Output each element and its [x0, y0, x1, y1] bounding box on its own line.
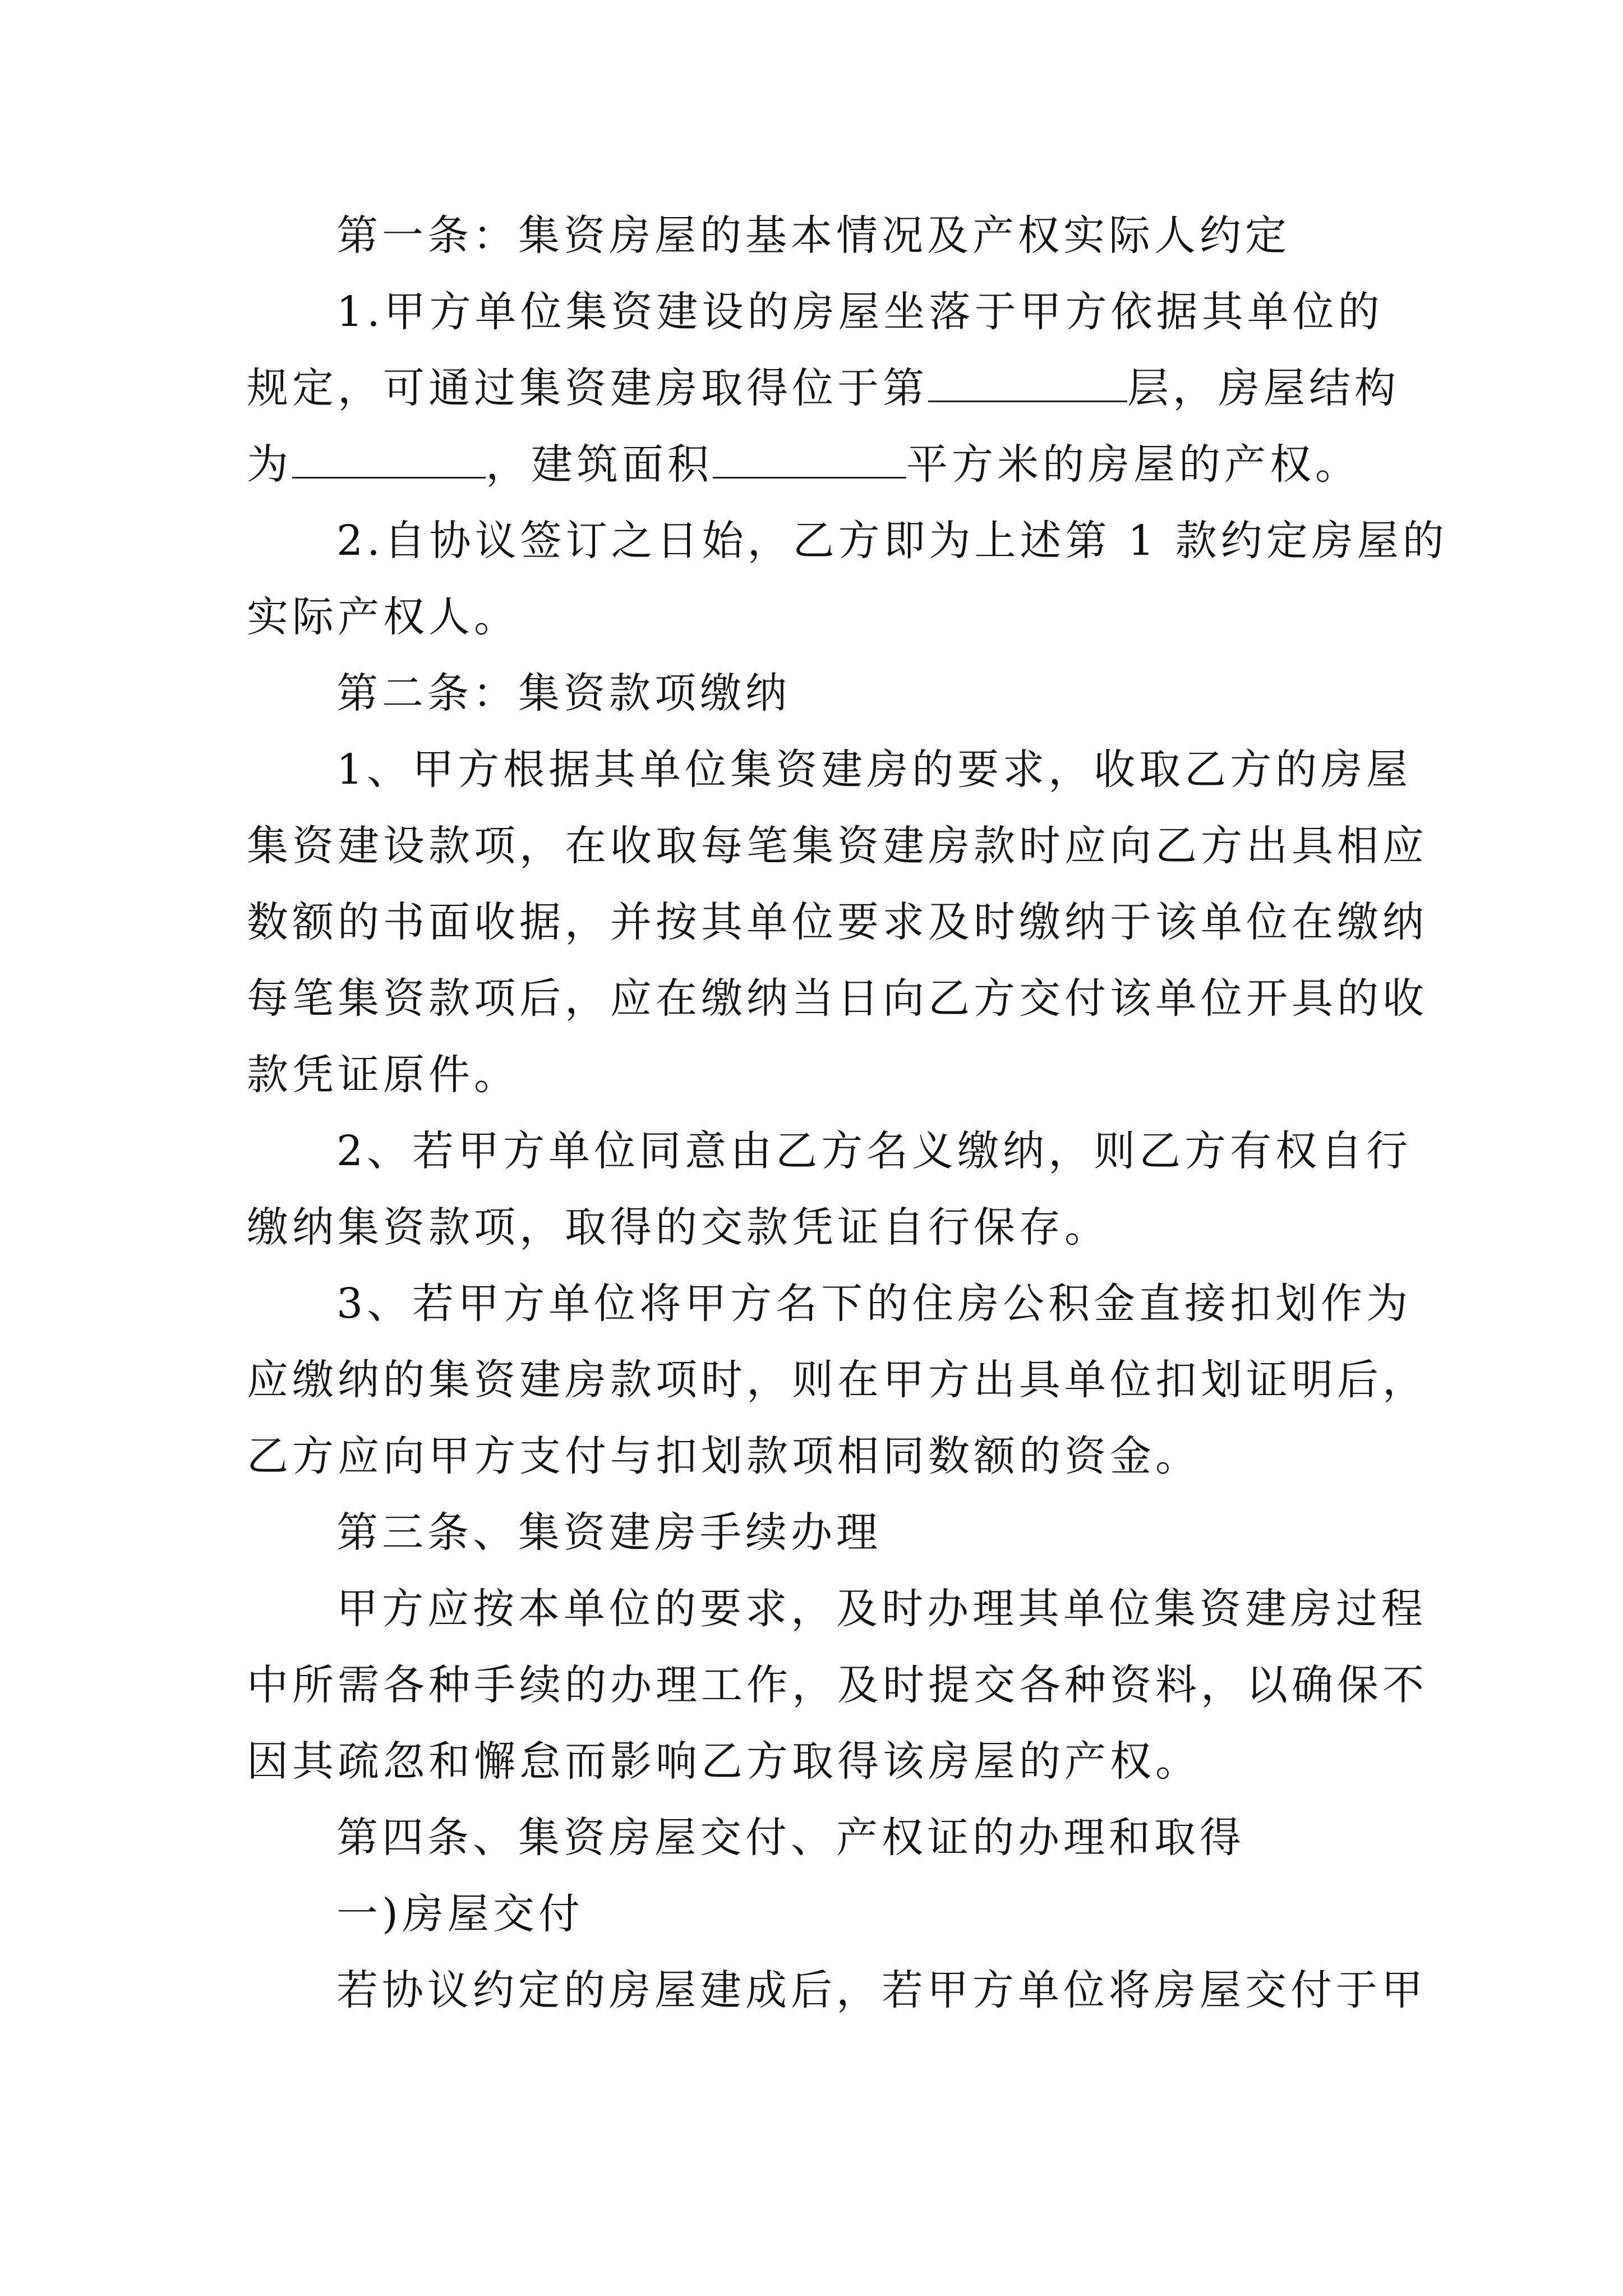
paragraph-line: [247, 1199, 1110, 1255]
article-1-heading: [336, 208, 1290, 264]
article-4-heading: [336, 1810, 1245, 1866]
paragraph-line: [247, 436, 1361, 493]
paragraph-line: [247, 1733, 1201, 1789]
paragraph-line: [247, 818, 1428, 874]
text-segment: ，建筑面积: [486, 440, 713, 489]
text-line: 缴纳集资款项，取得的交款凭证自行保存。: [247, 1203, 1110, 1251]
text-line: 应缴纳的集资建房款项时，则在甲方出具单位扣划证明后，: [247, 1356, 1428, 1404]
text-line: 2.自协议签订之日始，乙方即为上述第 1 款约定房屋的: [336, 517, 1448, 565]
text-line: 第四条、集资房屋交付、产权证的办理和取得: [336, 1814, 1245, 1862]
paragraph-line: [247, 970, 1428, 1027]
text-line: 因其疏忽和懈怠而影响乙方取得该房屋的产权。: [247, 1737, 1201, 1786]
area-blank: [713, 473, 906, 478]
paragraph-line: [336, 742, 1412, 798]
text-line: 乙方应向甲方支付与扣划款项相同数额的资金。: [247, 1432, 1201, 1480]
text-line: 一)房屋交付: [336, 1890, 584, 1938]
article-3-heading: [336, 1504, 882, 1561]
text-line: 中所需各种手续的办理工作，及时提交各种资料，以确保不: [247, 1661, 1428, 1709]
text-line: 第一条：集资房屋的基本情况及产权实际人约定: [336, 211, 1290, 260]
paragraph-line: [336, 1123, 1412, 1179]
text-line: 1.甲方单位集资建设的房屋坐落于甲方依据其单位的: [336, 288, 1384, 336]
paragraph-line: [336, 1962, 1427, 2018]
floor-blank: [928, 397, 1127, 402]
text-segment: 规定，可通过集资建房取得位于第: [247, 364, 928, 412]
paragraph-line: [247, 1352, 1428, 1408]
text-line: 集资建设款项，在收取每笔集资建房款时应向乙方出具相应: [247, 822, 1428, 870]
paragraph-line: [247, 894, 1428, 950]
section-heading: [336, 1886, 584, 1942]
paragraph-line: [247, 1657, 1428, 1713]
paragraph-line: [336, 1581, 1427, 1637]
text-line: 第三条、集资建房手续办理: [336, 1508, 882, 1557]
text-line: 甲方应按本单位的要求，及时办理其单位集资建房过程: [336, 1585, 1427, 1633]
paragraph-line: [247, 360, 1400, 416]
structure-blank: [292, 473, 486, 478]
text-line: 款凭证原件。: [247, 1051, 519, 1099]
paragraph-line: [336, 284, 1384, 340]
text-segment: 平方米的房屋的产权。: [906, 440, 1361, 489]
text-line: 第二条：集资款项缴纳: [336, 669, 791, 717]
text-line: 3、若甲方单位将甲方名下的住房公积金直接扣划作为: [336, 1280, 1412, 1328]
paragraph-line: [336, 513, 1448, 569]
paragraph-line: [247, 589, 519, 645]
paragraph-line: [336, 1276, 1412, 1332]
text-line: 若协议约定的房屋建成后，若甲方单位将房屋交付于甲: [336, 1966, 1427, 2014]
text-line: 实际产权人。: [247, 593, 519, 641]
text-segment: 层，房屋结构: [1127, 364, 1400, 412]
paragraph-line: [247, 1047, 519, 1103]
paragraph-line: [247, 1428, 1201, 1484]
text-line: 每笔集资款项后，应在缴纳当日向乙方交付该单位开具的收: [247, 974, 1428, 1023]
article-2-heading: [336, 665, 791, 721]
text-segment: 为: [247, 440, 292, 489]
text-line: 2、若甲方单位同意由乙方名义缴纳，则乙方有权自行: [336, 1127, 1412, 1175]
text-line: 数额的书面收据，并按其单位要求及时缴纳于该单位在缴纳: [247, 898, 1428, 946]
text-line: 1、甲方根据其单位集资建房的要求，收取乙方的房屋: [336, 746, 1412, 794]
